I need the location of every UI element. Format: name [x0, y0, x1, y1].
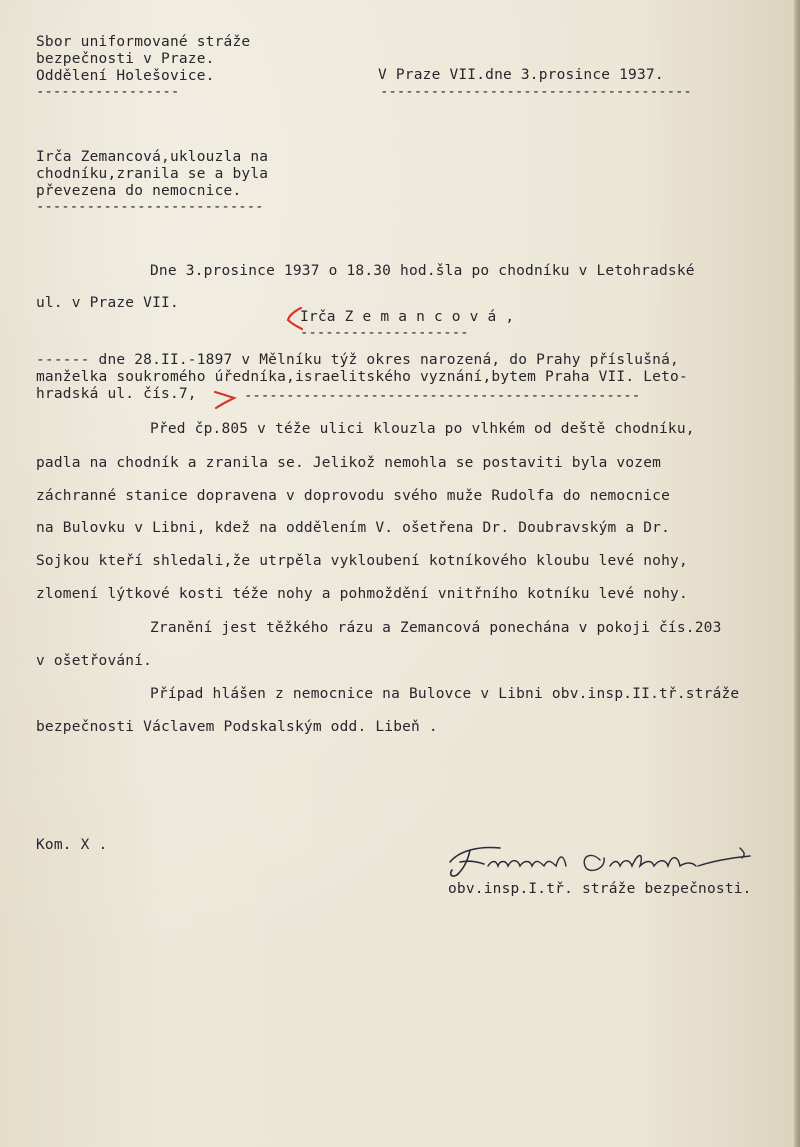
body-p1-line-2: ul. v Praze VII.	[36, 295, 179, 311]
body-p3-line-6: zlomení lýtkové kosti téže nohy a pohmoždění vnitřního kotníku levé nohy.	[36, 586, 688, 602]
subject-line-3: převezena do nemocnice.	[36, 183, 242, 199]
red-pencil-mark-close	[212, 386, 242, 412]
paper-edge	[794, 0, 800, 1147]
body-p3-line-5: Sojkou kteří shledali,že utrpěla vykloubení kotníkového kloubu levé nohy,	[36, 553, 688, 569]
place-date: V Praze VII.dne 3.prosince 1937.	[378, 67, 664, 83]
body-p1-line-1: Dne 3.prosince 1937 o 18.30 hod.šla po chodníku v Letohradské	[150, 263, 695, 279]
body-p2-line-3: hradská ul. čís.7,	[36, 386, 197, 402]
handwritten-signature	[440, 832, 770, 882]
body-p3-line-4: na Bulovku v Libni, kdež na oddělením V. ošetřena Dr. Doubravským a Dr.	[36, 520, 671, 536]
subject-line-1: Irča Zemancová,uklouzla na	[36, 149, 269, 165]
date-underline: -------------------------------------	[380, 85, 692, 99]
signer-title: obv.insp.I.tř. stráže bezpečnosti.	[448, 881, 752, 897]
body-p3-line-2: padla na chodník a zranila se. Jelikož nemohla se postaviti byla vozem	[36, 455, 662, 471]
org-line-1: Sbor uniformované stráže	[36, 34, 251, 50]
body-p2-tail-dashes: -----------------------------------------------	[244, 389, 641, 403]
body-p4-line-2: v ošetřování.	[36, 653, 153, 669]
body-p4-line-1: Zranění jest těžkého rázu a Zemancová ponechána v pokoji čís.203	[150, 620, 722, 636]
org-line-3: Oddělení Holešovice.	[36, 68, 215, 84]
red-pencil-mark-open	[283, 304, 305, 332]
person-name: Irča Z e m a n c o v á ,	[300, 309, 515, 325]
kom-reference: Kom. X .	[36, 837, 108, 853]
body-p3-line-3: záchranné stanice dopravena v doprovodu svého muže Rudolfa do nemocnice	[36, 488, 671, 504]
subject-line-2: chodníku,zranila se a byla	[36, 166, 269, 182]
subject-underline: ---------------------------	[36, 200, 264, 214]
org-line-2: bezpečnosti v Praze.	[36, 51, 215, 67]
name-underline: --------------------	[300, 326, 469, 340]
body-p2-line-2: manželka soukromého úředníka,israelitského vyznání,bytem Praha VII. Leto-	[36, 369, 688, 385]
body-p3-line-1: Před čp.805 v téže ulici klouzla po vlhkém od deště chodníku,	[150, 421, 695, 437]
body-p5-line-1: Případ hlášen z nemocnice na Bulovce v Libni obv.insp.II.tř.stráže	[150, 686, 740, 702]
body-p2-line-1: ------ dne 28.II.-1897 v Mělníku týž okres narozená, do Prahy příslušná,	[36, 352, 679, 368]
org-underline: -----------------	[36, 85, 180, 99]
body-p5-line-2: bezpečnosti Václavem Podskalským odd. Libeň .	[36, 719, 438, 735]
